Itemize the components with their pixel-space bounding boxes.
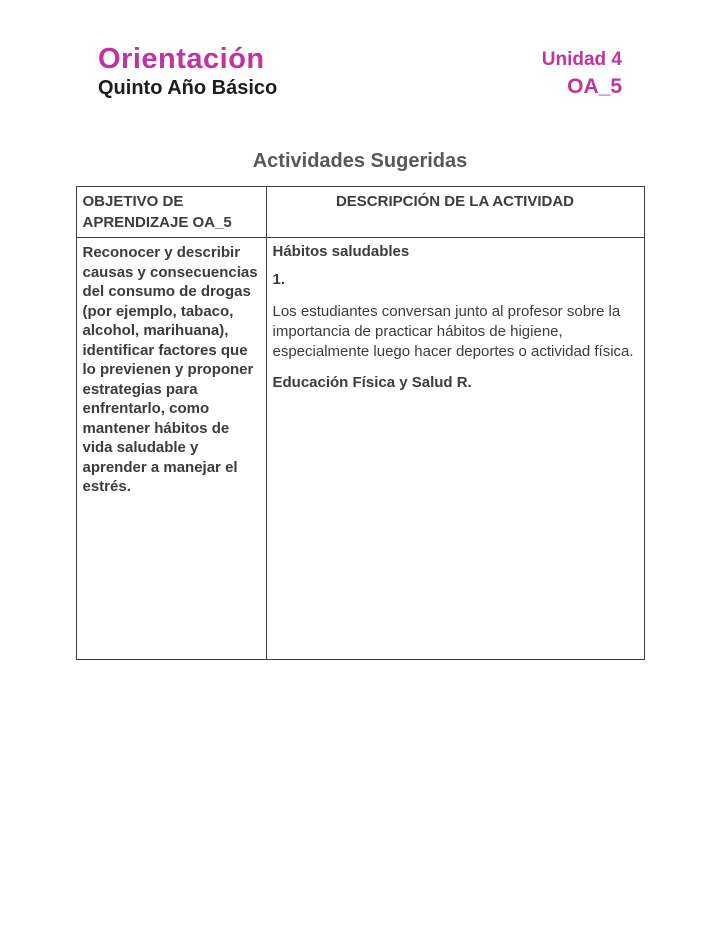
header-left-block bbox=[98, 42, 277, 100]
table-header-row bbox=[76, 187, 644, 238]
objective-text: Reconocer y describir causas y consecuencias del consumo de drogas (por ejemplo, tabaco, alcohol, marihuana), identificar factores que lo previenen y proponer estrategias para enfrentarlo, como mantener hábitos de vida saludable y aprender a manejar el estrés. bbox=[82, 244, 258, 495]
activity-cell bbox=[266, 238, 644, 660]
activity-number: 1. bbox=[272, 271, 286, 288]
activity-reference: Educación Física y Salud R. bbox=[272, 374, 472, 391]
objective-cell bbox=[76, 238, 266, 660]
activities-table bbox=[76, 186, 645, 660]
header-right-block bbox=[542, 42, 622, 100]
unit-label: Unidad 4 bbox=[541, 49, 622, 70]
column-header-description: DESCRIPCIÓN DE LA ACTIVIDAD bbox=[266, 187, 644, 238]
grade-subtitle: Quinto Año Básico bbox=[98, 77, 278, 99]
section-title: Actividades Sugeridas bbox=[252, 150, 468, 172]
column-header-objective: OBJETIVO DE APRENDIZAJE OA_5 bbox=[76, 187, 266, 238]
activity-description: Los estudiantes conversan junto al profesor sobre la importancia de practicar hábitos de higiene, especialmente luego hacer deportes o actividad física. bbox=[272, 303, 634, 360]
document-header bbox=[0, 0, 720, 100]
activity-heading: Hábitos saludables bbox=[272, 243, 410, 260]
table-row bbox=[76, 238, 644, 660]
oa-label: OA_5 bbox=[567, 75, 622, 98]
subject-title: Orientación bbox=[98, 43, 265, 75]
